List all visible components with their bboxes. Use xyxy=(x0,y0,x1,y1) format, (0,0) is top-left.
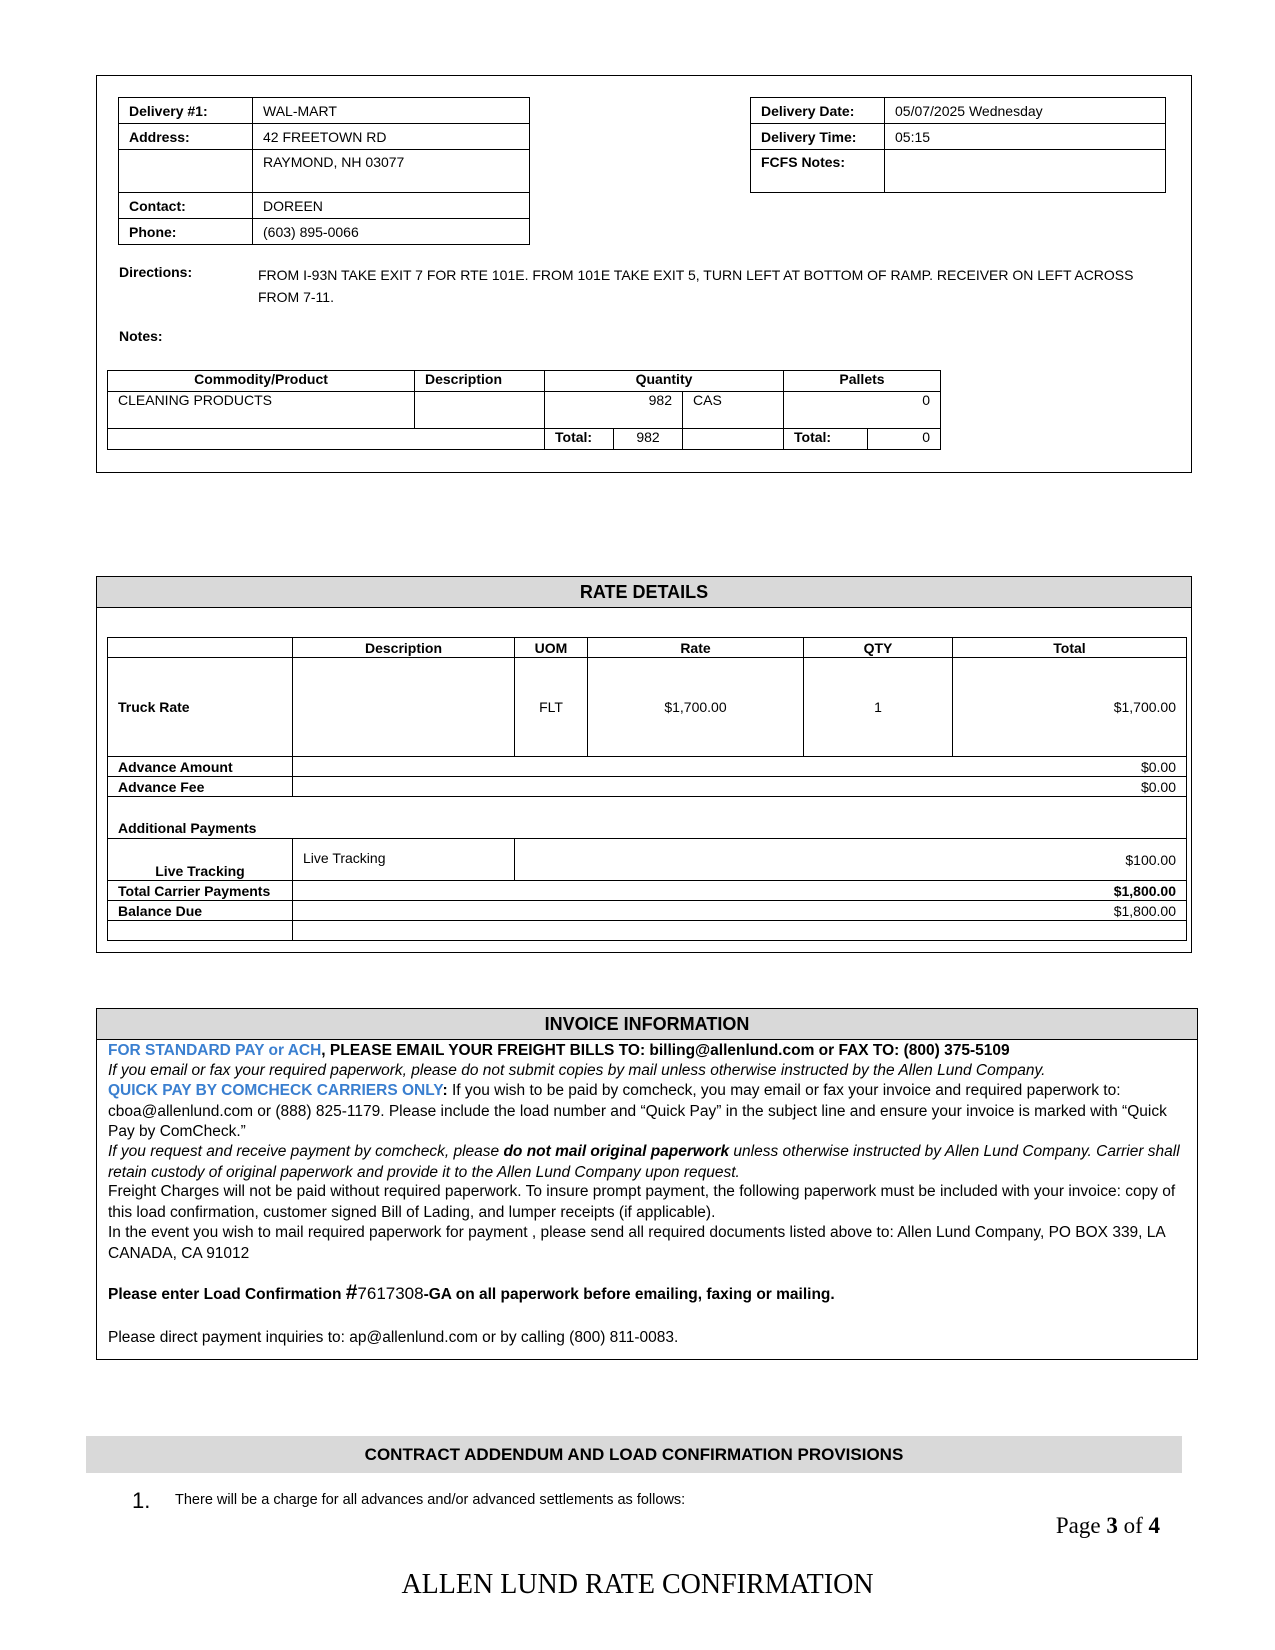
payment-inquiries-line: Please direct payment inquiries to: ap@allenlund.com or by calling (800) 811-0083. xyxy=(108,1329,679,1346)
balance-due-label: Balance Due xyxy=(108,901,293,921)
commodity-total-unit xyxy=(683,429,784,450)
commodity-unit: CAS xyxy=(683,392,784,429)
contact-label: Contact: xyxy=(119,193,253,219)
page-of: of xyxy=(1117,1513,1149,1538)
freight-charges-paragraph: Freight Charges will not be paid without required paperwork. To insure prompt payment, the following paperwork must be included with your invoice: copy of this load confirmation, customer signed Bill of Lading, and lumper receipts (if applicable). xyxy=(108,1183,1176,1221)
delivery-info-table xyxy=(118,97,530,245)
rate-details-title: RATE DETAILS xyxy=(97,577,1191,608)
address-value: 42 FREETOWN RD xyxy=(253,124,530,150)
live-tracking-row xyxy=(108,839,1187,881)
load-confirmation-text-2: -GA on all paperwork before emailing, faxing or mailing. xyxy=(423,1286,835,1303)
addendum-title: CONTRACT ADDENDUM AND LOAD CONFIRMATION PROVISIONS xyxy=(86,1436,1182,1473)
rate-header-uom: UOM xyxy=(515,638,588,658)
quick-pay-text: If you wish to be paid by comcheck, you may email or fax your invoice and required paperwork to: cboa@allenlund.com or (888) 825-1179. Please include the load number and “Quick Pay” in the subject line and ensure your invoice is marked with “Quick Pay by ComCheck.” xyxy=(108,1082,1167,1140)
truck-rate-total: $1,700.00 xyxy=(953,658,1187,757)
comcheck-text-1: If you request and receive payment by comcheck, please xyxy=(108,1143,504,1160)
delivery-label: Delivery #1: xyxy=(119,98,253,124)
mail-paragraph: In the event you wish to mail required paperwork for payment , please send all required documents listed above to: Allen Lund Company, PO BOX 339, LA CANADA, CA 91012 xyxy=(108,1224,1165,1262)
page-word: Page xyxy=(1055,1513,1107,1538)
delivery-value: WAL-MART xyxy=(253,98,530,124)
standard-pay-text: , PLEASE EMAIL YOUR FREIGHT BILLS TO: billing@allenlund.com or FAX TO: (800) 375-5109 xyxy=(321,1042,1010,1059)
phone-label: Phone: xyxy=(119,219,253,245)
delivery-time-row xyxy=(751,124,1166,150)
directions-text: FROM I-93N TAKE EXIT 7 FOR RTE 101E. FROM 101E TAKE EXIT 5, TURN LEFT AT BOTTOM OF RAMP. RECEIVER ON LEFT ACROSS FROM 7-11. xyxy=(258,267,1134,305)
rate-empty-cell xyxy=(293,921,1187,941)
fcfs-notes-row xyxy=(751,150,1166,193)
rate-header-row xyxy=(108,638,1187,658)
total-carrier-label: Total Carrier Payments xyxy=(108,881,293,901)
balance-due-row xyxy=(108,901,1187,921)
invoice-title: INVOICE INFORMATION xyxy=(97,1009,1197,1040)
addendum-item-text: There will be a charge for all advances and/or advanced settlements as follows: xyxy=(175,1492,686,1508)
comcheck-text-2: unless otherwise instructed by Allen Lund Company. Carrier shall retain custody of original paperwork and provide it to the Allen Lund Company upon request. xyxy=(108,1143,1180,1181)
rate-header-rate: Rate xyxy=(588,638,804,658)
address-city-label xyxy=(119,150,253,193)
advance-amount-label: Advance Amount xyxy=(108,757,293,777)
rate-empty-cell xyxy=(108,921,293,941)
advance-fee-value: $0.00 xyxy=(293,777,1187,797)
page-number xyxy=(1056,1513,1160,1539)
contact-row xyxy=(119,193,530,219)
standard-pay-heading: FOR STANDARD PAY or ACH xyxy=(108,1042,322,1059)
live-tracking-description: Live Tracking xyxy=(293,839,515,881)
commodity-total-blank xyxy=(108,429,545,450)
commodity-pallets-total: 0 xyxy=(868,429,941,450)
truck-rate-description xyxy=(293,658,515,757)
additional-payments-label: Additional Payments xyxy=(108,797,1187,839)
commodity-table xyxy=(107,370,941,450)
notes-label: Notes: xyxy=(119,328,163,344)
commodity-header-pallets: Pallets xyxy=(784,371,941,392)
commodity-total-label: Total: xyxy=(545,429,614,450)
live-tracking-label: Live Tracking xyxy=(108,839,293,881)
quick-pay-heading: QUICK PAY BY COMCHECK CARRIERS ONLY xyxy=(108,1082,443,1099)
truck-rate-qty: 1 xyxy=(804,658,953,757)
commodity-pallets-total-label: Total: xyxy=(784,429,868,450)
total-carrier-row xyxy=(108,881,1187,901)
truck-rate-rate: $1,700.00 xyxy=(588,658,804,757)
standard-pay-note: If you email or fax your required paperwork, please do not submit copies by mail unless otherwise instructed by the Allen Lund Company. xyxy=(108,1062,1046,1079)
address-city-row xyxy=(119,150,530,193)
advance-fee-label: Advance Fee xyxy=(108,777,293,797)
advance-amount-row xyxy=(108,757,1187,777)
load-confirmation-text-1: Please enter Load Confirmation xyxy=(108,1286,346,1303)
commodity-header-quantity: Quantity xyxy=(545,371,784,392)
commodity-header-description: Description xyxy=(415,371,545,392)
page-current: 3 xyxy=(1106,1513,1118,1538)
delivery-date-row xyxy=(751,98,1166,124)
delivery-date-value: 05/07/2025 Wednesday xyxy=(885,98,1166,124)
contact-value: DOREEN xyxy=(253,193,530,219)
truck-rate-uom: FLT xyxy=(515,658,588,757)
commodity-header-product: Commodity/Product xyxy=(108,371,415,392)
fcfs-notes-label: FCFS Notes: xyxy=(751,150,885,193)
delivery-time-value: 05:15 xyxy=(885,124,1166,150)
commodity-qty: 982 xyxy=(545,392,683,429)
live-tracking-amount: $100.00 xyxy=(515,839,1187,881)
page-total: 4 xyxy=(1148,1513,1160,1538)
fcfs-notes-value xyxy=(885,150,1166,193)
advance-fee-row xyxy=(108,777,1187,797)
phone-value: (603) 895-0066 xyxy=(253,219,530,245)
total-carrier-value: $1,800.00 xyxy=(293,881,1187,901)
load-confirmation-line xyxy=(108,1283,1188,1306)
rate-header-blank xyxy=(108,638,293,658)
rate-table xyxy=(107,637,1187,941)
delivery-row xyxy=(119,98,530,124)
rate-header-qty: QTY xyxy=(804,638,953,658)
quick-pay-paragraph xyxy=(108,1081,1188,1143)
commodity-total-row xyxy=(108,429,941,450)
truck-rate-label: Truck Rate xyxy=(108,658,293,757)
rate-empty-row xyxy=(108,921,1187,941)
addendum-item-number: 1. xyxy=(132,1488,151,1513)
quick-pay-colon: : xyxy=(442,1082,448,1099)
load-confirmation-hash: # xyxy=(345,1281,358,1304)
commodity-product: CLEANING PRODUCTS xyxy=(108,392,415,429)
balance-due-value: $1,800.00 xyxy=(293,901,1187,921)
address-city-value: RAYMOND, NH 03077 xyxy=(253,150,530,193)
footer-title: ALLEN LUND RATE CONFIRMATION xyxy=(401,1569,874,1600)
delivery-time-label: Delivery Time: xyxy=(751,124,885,150)
phone-row xyxy=(119,219,530,245)
commodity-total-qty: 982 xyxy=(614,429,683,450)
truck-rate-row xyxy=(108,658,1187,757)
advance-amount-value: $0.00 xyxy=(293,757,1187,777)
additional-payments-row xyxy=(108,797,1187,839)
commodity-row xyxy=(108,392,941,429)
commodity-description xyxy=(415,392,545,429)
standard-pay-line xyxy=(108,1041,1188,1062)
directions-label: Directions: xyxy=(119,264,193,280)
commodity-pallets: 0 xyxy=(784,392,941,429)
rate-header-description: Description xyxy=(293,638,515,658)
rate-header-total: Total xyxy=(953,638,1187,658)
delivery-date-label: Delivery Date: xyxy=(751,98,885,124)
comcheck-paragraph xyxy=(108,1142,1188,1183)
address-row xyxy=(119,124,530,150)
delivery-schedule-table xyxy=(750,97,1166,193)
load-confirmation-number: 7617308 xyxy=(357,1284,424,1303)
comcheck-bold: do not mail original paperwork xyxy=(503,1143,730,1160)
address-label: Address: xyxy=(119,124,253,150)
commodity-header-row xyxy=(108,371,941,392)
